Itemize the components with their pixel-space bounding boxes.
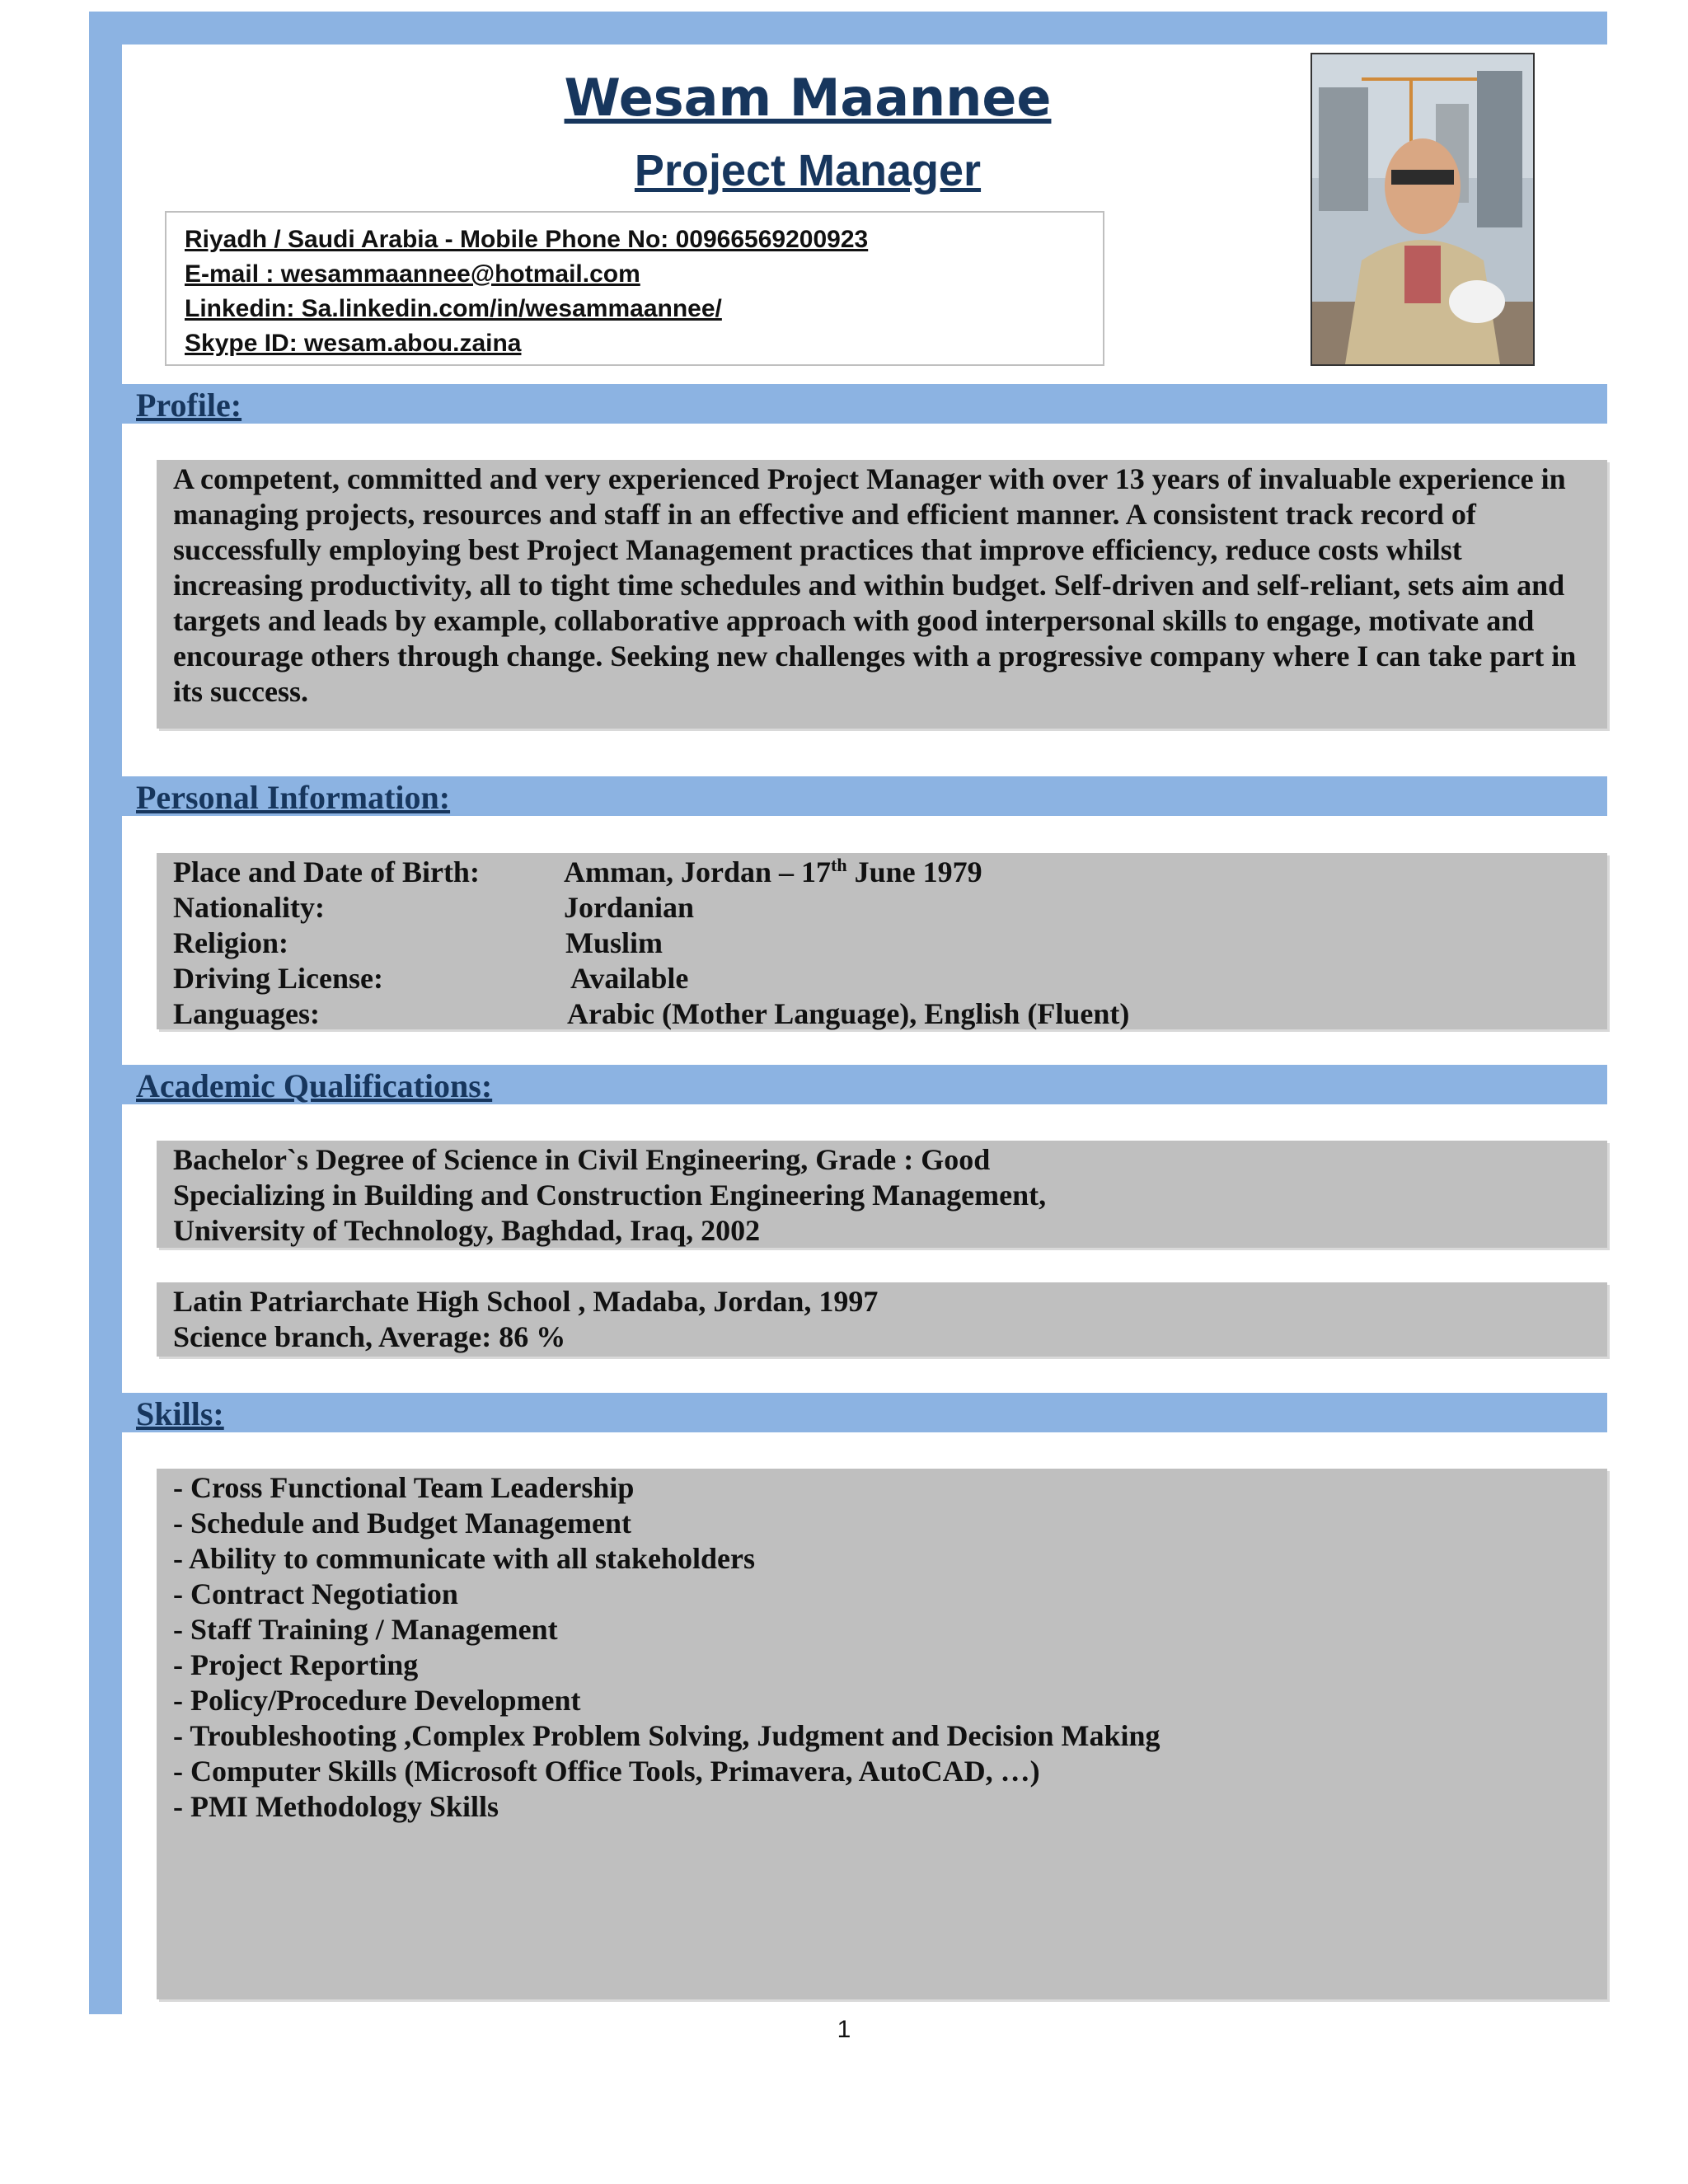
info-row-nationality <box>173 890 1129 926</box>
profile-band <box>122 384 1607 424</box>
info-value: Available <box>570 962 689 995</box>
candidate-name: Wesam Maannee <box>564 68 1052 128</box>
skill-item: - Cross Functional Team Leadership <box>173 1471 635 1504</box>
skill-item: - Project Reporting <box>173 1648 419 1681</box>
school-line: Latin Patriarchate High School , Madaba, Jordan, 1997 <box>173 1285 879 1318</box>
contact-skype: Skype ID: wesam.abou.zaina <box>185 330 522 357</box>
skill-item: - Staff Training / Management <box>173 1613 558 1646</box>
info-value: Muslim <box>565 926 663 959</box>
profile-panel <box>157 460 1607 729</box>
info-value: Jordanian <box>564 891 695 924</box>
personal-heading: Personal Information: <box>136 779 451 816</box>
degree-line: Specializing in Building and Construction Engineering Management, <box>173 1179 1047 1212</box>
skill-item: - Computer Skills (Microsoft Office Tools, Primavera, AutoCAD, …) <box>173 1755 1040 1788</box>
info-row-license <box>173 961 1129 996</box>
school-panel <box>157 1282 1607 1357</box>
info-value: Amman, Jordan – 17th June 1979 <box>564 855 982 888</box>
contact-linkedin[interactable]: Linkedin: Sa.linkedin.com/in/wesammaannee/ <box>185 295 722 322</box>
personal-info-table <box>173 855 1129 1032</box>
info-row-birth <box>173 855 1129 890</box>
info-label: Languages: <box>173 997 321 1030</box>
profile-text: A competent, committed and very experienced Project Manager with over 13 years of invaluable experience in managing projects, resources and staff in an effective and efficient manner. A consistent track record of successfully employing best Project Management practices that improve efficiency, reduce costs whilst increasing productivity, all to tight time schedules and within budget. Self-driven and self-reliant, sets aim and targets and leads by example, collaborative approach with good interpersonal skills to engage, motivate and encourage others through change. Seeking new challenges with a progressive company where I can take part in its success. <box>173 462 1577 708</box>
skills-panel <box>157 1469 1607 1999</box>
academic-heading: Academic Qualifications: <box>136 1067 493 1104</box>
school-line: Science branch, Average: 86 % <box>173 1320 566 1353</box>
skills-band <box>122 1393 1607 1432</box>
info-label: Driving License: <box>173 962 383 995</box>
job-title: Project Manager <box>634 146 982 195</box>
degree-panel <box>157 1141 1607 1248</box>
contact-phone: Riyadh / Saudi Arabia - Mobile Phone No: 00966569200923 <box>185 226 869 253</box>
info-row-religion <box>173 926 1129 961</box>
skill-item: - Troubleshooting ,Complex Problem Solving, Judgment and Decision Making <box>173 1719 1160 1752</box>
contact-box <box>165 211 1104 366</box>
skill-item: - Policy/Procedure Development <box>173 1684 581 1717</box>
skill-item: - PMI Methodology Skills <box>173 1790 499 1823</box>
info-value: Arabic (Mother Language), English (Fluent) <box>567 997 1130 1030</box>
profile-heading: Profile: <box>136 387 242 424</box>
degree-text <box>173 1142 1046 1249</box>
info-label: Place and Date of Birth: <box>173 855 480 888</box>
contact-email[interactable]: E-mail : wesammaannee@hotmail.com <box>185 260 640 288</box>
info-label: Religion: <box>173 926 288 959</box>
personal-panel <box>157 853 1607 1029</box>
degree-line: Bachelor`s Degree of Science in Civil Engineering, Grade : Good <box>173 1143 991 1176</box>
info-label: Nationality: <box>173 891 325 924</box>
skills-list <box>173 1470 1160 1825</box>
info-row-languages <box>173 996 1129 1032</box>
frame-left-band <box>89 12 122 2014</box>
skill-item: - Ability to communicate with all stakeholders <box>173 1542 755 1575</box>
page-number: 1 <box>837 2016 851 2043</box>
profile-photo <box>1311 53 1535 366</box>
school-text <box>173 1284 878 1355</box>
degree-line: University of Technology, Baghdad, Iraq, 2002 <box>173 1214 761 1247</box>
skills-heading: Skills: <box>136 1395 224 1432</box>
skill-item: - Schedule and Budget Management <box>173 1507 632 1540</box>
frame-top-band <box>89 12 1607 45</box>
skill-item: - Contract Negotiation <box>173 1577 458 1610</box>
